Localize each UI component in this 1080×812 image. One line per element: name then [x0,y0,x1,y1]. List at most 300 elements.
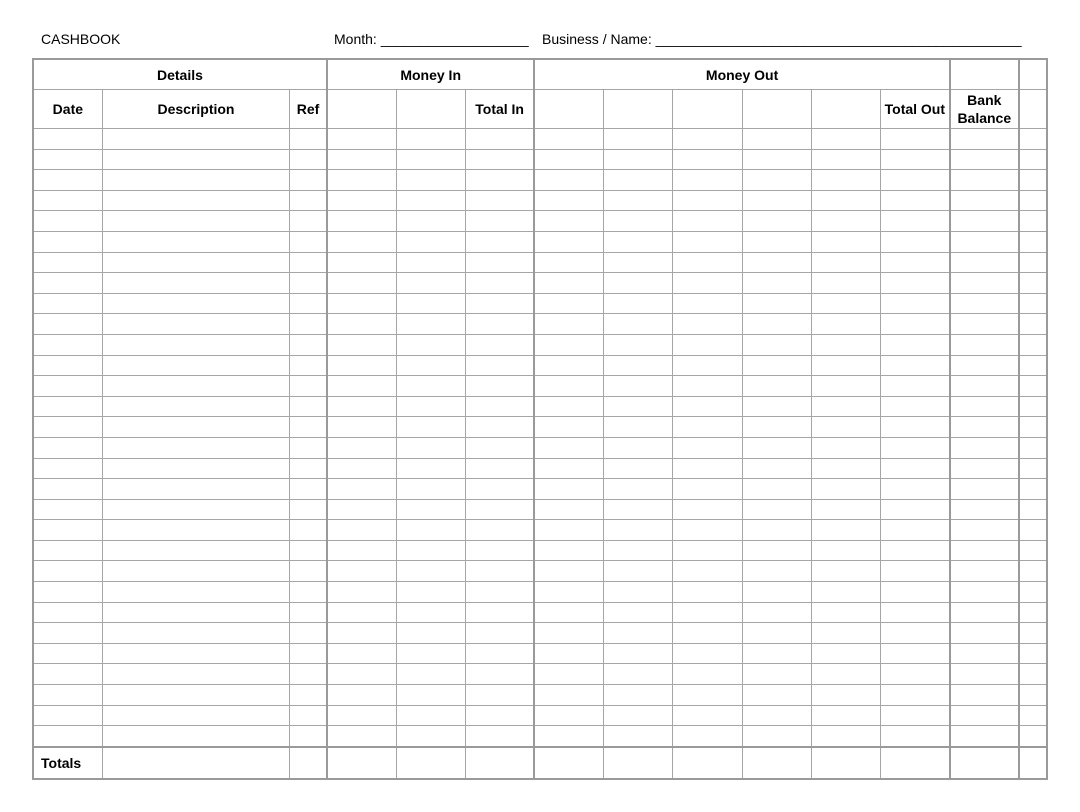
ledger-cell[interactable] [950,582,1019,603]
ledger-cell[interactable] [880,561,949,582]
ledger-cell[interactable] [33,273,102,294]
ledger-cell[interactable] [33,211,102,232]
ledger-cell[interactable] [33,314,102,335]
ledger-cell[interactable] [742,479,811,500]
ledger-cell[interactable] [102,664,290,685]
ledger-cell[interactable] [604,334,673,355]
ledger-cell[interactable] [534,561,603,582]
totals-cell[interactable] [742,747,811,779]
ledger-cell[interactable] [102,458,290,479]
ledger-cell[interactable] [290,726,327,747]
ledger-cell[interactable] [604,561,673,582]
ledger-cell[interactable] [33,376,102,397]
ledger-cell[interactable] [811,170,880,191]
ledger-cell[interactable] [465,458,534,479]
ledger-cell[interactable] [102,293,290,314]
ledger-cell[interactable] [742,623,811,644]
ledger-cell[interactable] [1019,623,1047,644]
ledger-cell[interactable] [33,458,102,479]
ledger-cell[interactable] [290,170,327,191]
ledger-cell[interactable] [465,231,534,252]
ledger-cell[interactable] [290,561,327,582]
ledger-cell[interactable] [604,726,673,747]
ledger-cell[interactable] [290,582,327,603]
ledger-cell[interactable] [33,582,102,603]
ledger-cell[interactable] [950,664,1019,685]
ledger-cell[interactable] [673,726,742,747]
ledger-cell[interactable] [950,334,1019,355]
ledger-cell[interactable] [396,293,465,314]
ledger-cell[interactable] [290,149,327,170]
ledger-cell[interactable] [534,685,603,706]
ledger-cell[interactable] [811,602,880,623]
ledger-cell[interactable] [102,602,290,623]
ledger-cell[interactable] [290,417,327,438]
ledger-cell[interactable] [742,129,811,150]
ledger-cell[interactable] [673,458,742,479]
totals-cell[interactable] [950,747,1019,779]
ledger-cell[interactable] [33,664,102,685]
ledger-cell[interactable] [673,602,742,623]
totals-cell[interactable] [1019,747,1047,779]
ledger-cell[interactable] [327,685,396,706]
ledger-cell[interactable] [742,314,811,335]
ledger-cell[interactable] [327,190,396,211]
ledger-cell[interactable] [1019,726,1047,747]
ledger-cell[interactable] [880,623,949,644]
ledger-cell[interactable] [742,211,811,232]
ledger-cell[interactable] [327,314,396,335]
ledger-cell[interactable] [742,396,811,417]
ledger-cell[interactable] [102,417,290,438]
ledger-cell[interactable] [465,376,534,397]
ledger-cell[interactable] [950,458,1019,479]
ledger-cell[interactable] [290,705,327,726]
ledger-cell[interactable] [673,190,742,211]
ledger-cell[interactable] [673,664,742,685]
ledger-cell[interactable] [465,396,534,417]
ledger-cell[interactable] [811,499,880,520]
ledger-cell[interactable] [102,685,290,706]
ledger-cell[interactable] [327,458,396,479]
ledger-cell[interactable] [604,252,673,273]
ledger-cell[interactable] [950,231,1019,252]
ledger-cell[interactable] [33,170,102,191]
ledger-cell[interactable] [604,582,673,603]
ledger-cell[interactable] [880,499,949,520]
ledger-cell[interactable] [33,252,102,273]
ledger-cell[interactable] [327,664,396,685]
ledger-cell[interactable] [811,314,880,335]
ledger-cell[interactable] [742,685,811,706]
totals-cell[interactable] [290,747,327,779]
ledger-cell[interactable] [673,623,742,644]
ledger-cell[interactable] [327,499,396,520]
ledger-cell[interactable] [673,149,742,170]
ledger-cell[interactable] [742,334,811,355]
totals-cell[interactable] [102,747,290,779]
ledger-cell[interactable] [604,664,673,685]
ledger-cell[interactable] [102,252,290,273]
ledger-cell[interactable] [1019,602,1047,623]
ledger-cell[interactable] [327,149,396,170]
ledger-cell[interactable] [742,170,811,191]
ledger-cell[interactable] [880,396,949,417]
ledger-cell[interactable] [811,520,880,541]
ledger-cell[interactable] [327,520,396,541]
ledger-cell[interactable] [742,602,811,623]
ledger-cell[interactable] [33,479,102,500]
ledger-cell[interactable] [950,540,1019,561]
ledger-cell[interactable] [673,561,742,582]
ledger-cell[interactable] [742,520,811,541]
ledger-cell[interactable] [673,314,742,335]
ledger-cell[interactable] [33,129,102,150]
ledger-cell[interactable] [396,685,465,706]
ledger-cell[interactable] [465,499,534,520]
ledger-cell[interactable] [465,623,534,644]
ledger-cell[interactable] [811,479,880,500]
ledger-cell[interactable] [102,437,290,458]
ledger-cell[interactable] [1019,129,1047,150]
ledger-cell[interactable] [465,334,534,355]
ledger-cell[interactable] [950,479,1019,500]
ledger-cell[interactable] [673,334,742,355]
ledger-cell[interactable] [880,479,949,500]
ledger-cell[interactable] [465,726,534,747]
ledger-cell[interactable] [742,561,811,582]
ledger-cell[interactable] [742,582,811,603]
ledger-cell[interactable] [604,149,673,170]
ledger-cell[interactable] [880,211,949,232]
ledger-cell[interactable] [1019,417,1047,438]
ledger-cell[interactable] [880,540,949,561]
ledger-cell[interactable] [33,623,102,644]
ledger-cell[interactable] [396,582,465,603]
ledger-cell[interactable] [1019,561,1047,582]
ledger-cell[interactable] [327,705,396,726]
ledger-cell[interactable] [102,643,290,664]
ledger-cell[interactable] [396,231,465,252]
ledger-cell[interactable] [742,231,811,252]
ledger-cell[interactable] [102,231,290,252]
ledger-cell[interactable] [102,582,290,603]
ledger-cell[interactable] [396,726,465,747]
ledger-cell[interactable] [534,664,603,685]
ledger-cell[interactable] [950,211,1019,232]
ledger-cell[interactable] [742,417,811,438]
ledger-cell[interactable] [673,129,742,150]
totals-cell[interactable] [811,747,880,779]
ledger-cell[interactable] [465,664,534,685]
ledger-cell[interactable] [742,643,811,664]
ledger-cell[interactable] [534,170,603,191]
ledger-cell[interactable] [950,561,1019,582]
totals-cell[interactable] [604,747,673,779]
ledger-cell[interactable] [290,355,327,376]
ledger-cell[interactable] [327,437,396,458]
totals-cell[interactable] [673,747,742,779]
ledger-cell[interactable] [811,273,880,294]
ledger-cell[interactable] [1019,252,1047,273]
ledger-cell[interactable] [396,190,465,211]
ledger-cell[interactable] [673,355,742,376]
ledger-cell[interactable] [396,334,465,355]
ledger-cell[interactable] [327,726,396,747]
ledger-cell[interactable] [604,293,673,314]
ledger-cell[interactable] [327,355,396,376]
ledger-cell[interactable] [327,479,396,500]
ledger-cell[interactable] [465,293,534,314]
ledger-cell[interactable] [290,314,327,335]
ledger-cell[interactable] [604,623,673,644]
ledger-cell[interactable] [880,129,949,150]
ledger-cell[interactable] [880,664,949,685]
ledger-cell[interactable] [465,273,534,294]
ledger-cell[interactable] [534,643,603,664]
ledger-cell[interactable] [534,231,603,252]
ledger-cell[interactable] [290,129,327,150]
ledger-cell[interactable] [33,293,102,314]
ledger-cell[interactable] [465,314,534,335]
ledger-cell[interactable] [396,273,465,294]
ledger-cell[interactable] [950,685,1019,706]
ledger-cell[interactable] [290,685,327,706]
totals-cell[interactable] [880,747,949,779]
ledger-cell[interactable] [1019,643,1047,664]
ledger-cell[interactable] [534,540,603,561]
ledger-cell[interactable] [396,705,465,726]
ledger-cell[interactable] [465,479,534,500]
ledger-cell[interactable] [534,376,603,397]
ledger-cell[interactable] [327,540,396,561]
ledger-cell[interactable] [102,540,290,561]
ledger-cell[interactable] [880,685,949,706]
ledger-cell[interactable] [102,705,290,726]
ledger-cell[interactable] [465,582,534,603]
ledger-cell[interactable] [396,417,465,438]
ledger-cell[interactable] [604,499,673,520]
ledger-cell[interactable] [673,540,742,561]
ledger-cell[interactable] [811,623,880,644]
ledger-cell[interactable] [950,726,1019,747]
ledger-cell[interactable] [534,293,603,314]
ledger-cell[interactable] [102,561,290,582]
ledger-cell[interactable] [673,520,742,541]
ledger-cell[interactable] [880,149,949,170]
ledger-cell[interactable] [327,211,396,232]
ledger-cell[interactable] [811,129,880,150]
ledger-cell[interactable] [465,685,534,706]
ledger-cell[interactable] [811,149,880,170]
ledger-cell[interactable] [290,190,327,211]
ledger-cell[interactable] [880,355,949,376]
ledger-cell[interactable] [33,602,102,623]
ledger-cell[interactable] [465,149,534,170]
ledger-cell[interactable] [33,705,102,726]
ledger-cell[interactable] [880,417,949,438]
ledger-cell[interactable] [1019,520,1047,541]
ledger-cell[interactable] [534,623,603,644]
ledger-cell[interactable] [673,231,742,252]
ledger-cell[interactable] [465,355,534,376]
ledger-cell[interactable] [604,643,673,664]
ledger-cell[interactable] [290,231,327,252]
ledger-cell[interactable] [290,499,327,520]
ledger-cell[interactable] [811,376,880,397]
ledger-cell[interactable] [604,540,673,561]
ledger-cell[interactable] [950,293,1019,314]
ledger-cell[interactable] [811,540,880,561]
ledger-cell[interactable] [673,499,742,520]
ledger-cell[interactable] [950,376,1019,397]
ledger-cell[interactable] [1019,540,1047,561]
ledger-cell[interactable] [290,252,327,273]
ledger-cell[interactable] [673,479,742,500]
ledger-cell[interactable] [950,520,1019,541]
ledger-cell[interactable] [396,623,465,644]
ledger-cell[interactable] [102,520,290,541]
ledger-cell[interactable] [811,334,880,355]
ledger-cell[interactable] [604,705,673,726]
ledger-cell[interactable] [327,582,396,603]
ledger-cell[interactable] [880,252,949,273]
ledger-cell[interactable] [811,396,880,417]
ledger-cell[interactable] [742,664,811,685]
ledger-cell[interactable] [604,355,673,376]
ledger-cell[interactable] [742,499,811,520]
ledger-cell[interactable] [673,582,742,603]
ledger-cell[interactable] [880,334,949,355]
ledger-cell[interactable] [534,190,603,211]
ledger-cell[interactable] [290,643,327,664]
ledger-cell[interactable] [102,149,290,170]
ledger-cell[interactable] [102,499,290,520]
totals-cell[interactable] [465,747,534,779]
ledger-cell[interactable] [880,520,949,541]
ledger-cell[interactable] [950,643,1019,664]
ledger-cell[interactable] [604,376,673,397]
ledger-cell[interactable] [290,376,327,397]
ledger-cell[interactable] [950,314,1019,335]
ledger-cell[interactable] [534,582,603,603]
ledger-cell[interactable] [102,129,290,150]
ledger-cell[interactable] [534,149,603,170]
ledger-cell[interactable] [950,273,1019,294]
ledger-cell[interactable] [604,437,673,458]
ledger-cell[interactable] [1019,685,1047,706]
ledger-cell[interactable] [1019,479,1047,500]
ledger-cell[interactable] [880,582,949,603]
ledger-cell[interactable] [327,376,396,397]
ledger-cell[interactable] [880,726,949,747]
business-name-field[interactable]: Business / Name: _______________________________________________ [542,31,1022,47]
ledger-cell[interactable] [673,273,742,294]
ledger-cell[interactable] [465,520,534,541]
ledger-cell[interactable] [742,190,811,211]
ledger-cell[interactable] [327,231,396,252]
ledger-cell[interactable] [102,273,290,294]
ledger-cell[interactable] [102,314,290,335]
ledger-cell[interactable] [950,355,1019,376]
ledger-cell[interactable] [102,170,290,191]
ledger-cell[interactable] [742,293,811,314]
ledger-cell[interactable] [465,437,534,458]
ledger-cell[interactable] [811,705,880,726]
ledger-cell[interactable] [465,540,534,561]
ledger-cell[interactable] [102,355,290,376]
totals-cell[interactable] [327,747,396,779]
ledger-cell[interactable] [950,499,1019,520]
ledger-cell[interactable] [811,355,880,376]
ledger-cell[interactable] [811,190,880,211]
ledger-cell[interactable] [1019,458,1047,479]
ledger-cell[interactable] [950,149,1019,170]
ledger-cell[interactable] [742,705,811,726]
ledger-cell[interactable] [290,437,327,458]
ledger-cell[interactable] [673,293,742,314]
ledger-cell[interactable] [811,458,880,479]
ledger-cell[interactable] [327,396,396,417]
ledger-cell[interactable] [327,252,396,273]
ledger-cell[interactable] [327,170,396,191]
ledger-cell[interactable] [1019,314,1047,335]
ledger-cell[interactable] [742,355,811,376]
ledger-cell[interactable] [327,293,396,314]
ledger-cell[interactable] [396,561,465,582]
ledger-cell[interactable] [880,170,949,191]
ledger-cell[interactable] [534,314,603,335]
ledger-cell[interactable] [396,170,465,191]
ledger-cell[interactable] [33,417,102,438]
ledger-cell[interactable] [604,396,673,417]
ledger-cell[interactable] [534,705,603,726]
ledger-cell[interactable] [534,334,603,355]
ledger-cell[interactable] [1019,149,1047,170]
ledger-cell[interactable] [673,705,742,726]
ledger-cell[interactable] [880,273,949,294]
ledger-cell[interactable] [396,149,465,170]
ledger-cell[interactable] [33,437,102,458]
ledger-cell[interactable] [33,561,102,582]
ledger-cell[interactable] [950,190,1019,211]
ledger-cell[interactable] [880,602,949,623]
ledger-cell[interactable] [534,417,603,438]
ledger-cell[interactable] [604,231,673,252]
ledger-cell[interactable] [950,623,1019,644]
ledger-cell[interactable] [290,540,327,561]
ledger-cell[interactable] [33,540,102,561]
ledger-cell[interactable] [465,170,534,191]
ledger-cell[interactable] [396,314,465,335]
ledger-cell[interactable] [396,479,465,500]
ledger-cell[interactable] [534,479,603,500]
ledger-cell[interactable] [950,129,1019,150]
ledger-cell[interactable] [604,458,673,479]
ledger-cell[interactable] [33,726,102,747]
ledger-cell[interactable] [950,170,1019,191]
ledger-cell[interactable] [604,417,673,438]
ledger-cell[interactable] [534,726,603,747]
ledger-cell[interactable] [290,293,327,314]
ledger-cell[interactable] [673,170,742,191]
ledger-cell[interactable] [534,252,603,273]
ledger-cell[interactable] [396,376,465,397]
ledger-cell[interactable] [950,417,1019,438]
ledger-cell[interactable] [534,499,603,520]
ledger-cell[interactable] [673,211,742,232]
ledger-cell[interactable] [465,417,534,438]
